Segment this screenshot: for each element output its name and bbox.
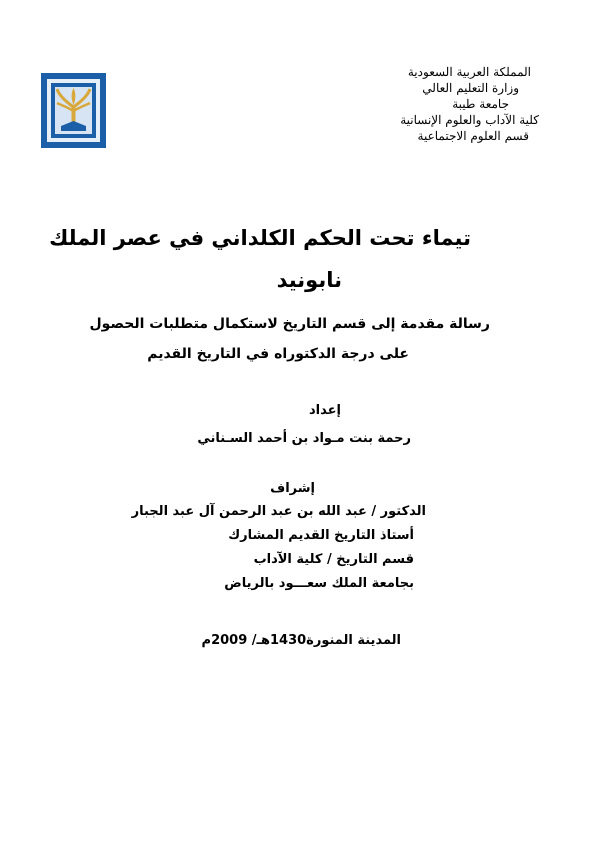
prepared-by-label: إعداد <box>309 403 341 418</box>
supervisor-department: قسم التاريخ / كلية الآداب <box>253 552 414 567</box>
supervisor-title: أستاذ التاريخ القديم المشارك <box>228 528 414 543</box>
header-line: كلية الآداب والعلوم الإنسانية <box>400 113 539 127</box>
supervision-label: إشراف <box>270 481 315 496</box>
place-and-date: المدينة المنورة1430هـ/ 2009م <box>201 633 401 648</box>
author-name: رحمة بنت مـواد بن أحمد السـناني <box>197 431 411 446</box>
university-logo <box>39 71 108 150</box>
supervisor-university: بجامعة الملك سعـــود بالرياض <box>224 576 414 591</box>
header-line: المملكة العربية السعودية <box>407 65 531 79</box>
header-line: جامعة طيبة <box>452 97 509 111</box>
thesis-title-line-1: تيماء تحت الحكم الكلداني في عصر الملك <box>49 226 471 250</box>
thesis-subtitle-line-2: على درجة الدكتوراه في التاريخ القديم <box>147 346 409 362</box>
thesis-subtitle-line-1: رسالة مقدمة إلى قسم التاريخ لاستكمال متطلبات الحصول <box>89 316 490 332</box>
header-line: وزارة التعليم العالي <box>422 81 519 95</box>
thesis-title-line-2: نابونيد <box>276 268 342 292</box>
institution-header <box>319 64 539 144</box>
header-line: قسم العلوم الاجتماعية <box>417 129 529 143</box>
supervisor-block <box>132 500 426 596</box>
supervisor-name: الدكتور / عبد الله بن عبد الرحمن آل عبد الجبار <box>131 504 426 519</box>
